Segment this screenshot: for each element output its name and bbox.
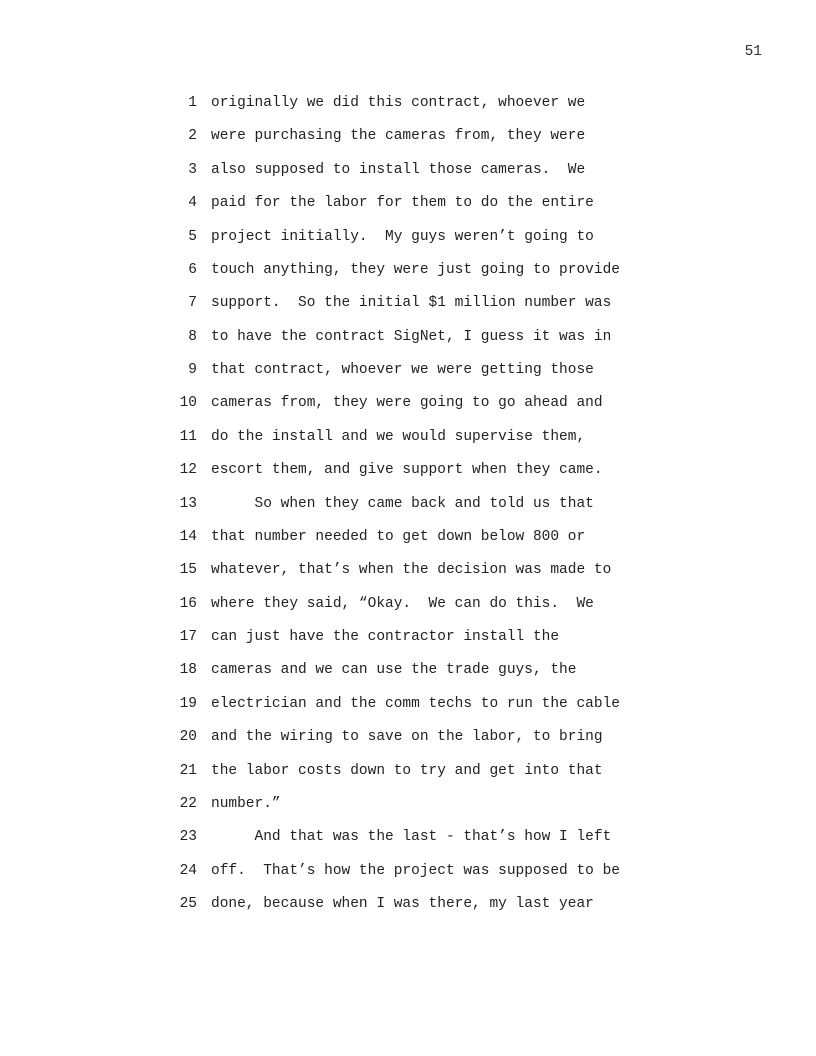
line-text: off. That’s how the project was supposed to be [211, 862, 620, 879]
transcript-line [0, 92, 816, 125]
line-number: 14 [179, 528, 197, 545]
line-text: that contract, whoever we were getting those [211, 362, 594, 378]
line-text: the labor costs down to try and get into that [211, 762, 603, 779]
line-text: And that was the last - that’s how I left [211, 829, 612, 846]
line-number: 24 [179, 862, 197, 879]
transcript-line [0, 559, 816, 592]
line-text: were purchasing the cameras from, they were [211, 128, 586, 145]
transcript-line [0, 326, 816, 359]
line-number: 23 [179, 829, 197, 846]
line-text: where they said, “Okay. We can do this. We [211, 595, 594, 612]
transcript-line [0, 292, 816, 325]
line-text: do the install and we would supervise them, [211, 428, 586, 445]
line-text: that number needed to get down below 800 or [211, 528, 586, 545]
line-text: cameras from, they were going to go ahead and [211, 395, 603, 412]
line-number: 1 [188, 95, 197, 111]
transcript-line [0, 760, 816, 793]
line-number: 11 [179, 428, 197, 445]
transcript-line [0, 125, 816, 158]
line-number: 20 [179, 729, 197, 746]
line-number: 25 [179, 896, 197, 912]
line-number: 3 [188, 161, 197, 178]
line-text: to have the contract SigNet, I guess it was in [211, 328, 612, 345]
line-number: 9 [188, 362, 197, 378]
line-number: 7 [188, 295, 197, 312]
line-text: number.” [211, 795, 281, 812]
line-number: 2 [188, 128, 197, 145]
transcript-line [0, 626, 816, 659]
line-text: So when they came back and told us that [211, 495, 594, 512]
line-text: and the wiring to save on the labor, to bring [211, 729, 603, 746]
line-number: 16 [179, 595, 197, 612]
transcript-line [0, 426, 816, 459]
transcript-line [0, 493, 816, 526]
transcript-body [0, 92, 816, 926]
transcript-line [0, 693, 816, 726]
line-text: electrician and the comm techs to run the cable [211, 695, 620, 712]
line-number: 10 [179, 395, 197, 412]
transcript-line [0, 226, 816, 259]
line-text: paid for the labor for them to do the entire [211, 195, 594, 212]
transcript-line [0, 593, 816, 626]
line-text: also supposed to install those cameras. We [211, 161, 586, 178]
transcript-line [0, 893, 816, 926]
line-text: project initially. My guys weren’t going to [211, 228, 594, 245]
line-number: 17 [179, 629, 197, 645]
transcript-line [0, 259, 816, 292]
transcript-line [0, 826, 816, 859]
line-text: can just have the contractor install the [211, 629, 560, 645]
line-text: done, because when I was there, my last year [211, 896, 594, 912]
transcript-line [0, 526, 816, 559]
line-text: cameras and we can use the trade guys, the [211, 662, 577, 679]
transcript-line [0, 192, 816, 225]
line-text: touch anything, they were just going to provide [211, 261, 620, 278]
line-number: 15 [179, 562, 197, 579]
line-number: 19 [179, 695, 197, 712]
line-number: 18 [179, 662, 197, 679]
line-number: 12 [179, 462, 197, 479]
line-number: 4 [188, 195, 197, 212]
line-text: whatever, that’s when the decision was made to [211, 562, 612, 579]
transcript-line [0, 860, 816, 893]
line-number: 6 [188, 261, 197, 278]
line-text: escort them, and give support when they came. [211, 462, 603, 479]
transcript-line [0, 459, 816, 492]
line-text: originally we did this contract, whoever we [211, 95, 586, 111]
transcript-line [0, 726, 816, 759]
transcript-line [0, 659, 816, 692]
line-number: 22 [179, 795, 197, 812]
line-text: support. So the initial $1 million number was [211, 295, 612, 312]
line-number: 8 [188, 328, 197, 345]
line-number: 5 [188, 228, 197, 245]
line-number: 13 [179, 495, 197, 512]
page-number: 51 [744, 44, 762, 60]
transcript-line [0, 793, 816, 826]
transcript-line [0, 392, 816, 425]
transcript-line [0, 159, 816, 192]
transcript-line [0, 359, 816, 392]
line-number: 21 [179, 762, 197, 779]
